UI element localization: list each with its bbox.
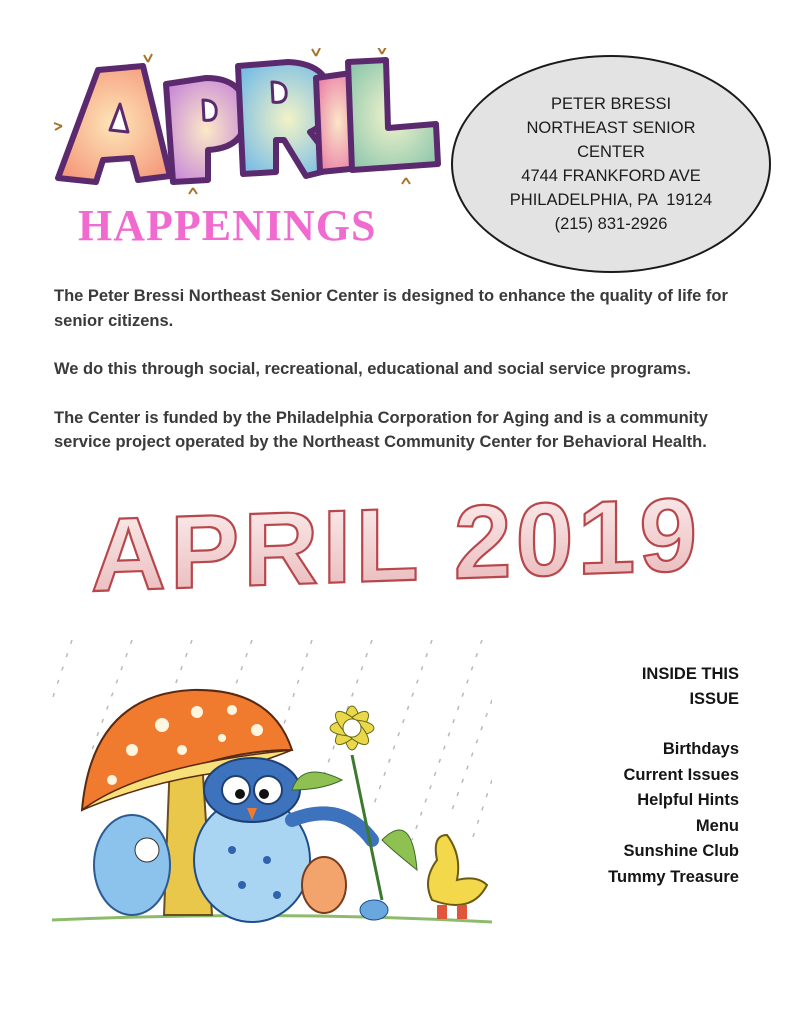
- april-logo: [48, 48, 443, 198]
- rain-animals-illustration: [52, 640, 492, 940]
- intro-paragraph-programs: We do this through social, recreational, educational and social service programs.: [54, 360, 691, 378]
- april-2019-text: APRIL 2019: [90, 482, 702, 612]
- toc-item-current-issues: Current Issues: [623, 765, 739, 784]
- illustration-art: [52, 640, 492, 940]
- intro-paragraph-funding: The Center is funded by the Philadelphia Corporation for Aging and is a community service project operated by the Northeast Community Center for Behavioral Health.: [54, 408, 708, 451]
- address-oval: [451, 55, 771, 273]
- address-line-name: PETER BRESSI: [550, 95, 672, 113]
- address-line-city: PHILADELPHIA, PA 19124: [509, 191, 713, 209]
- april-logo-art: [48, 48, 443, 198]
- intro-text: [54, 284, 754, 479]
- april-2019-wordart: [66, 482, 726, 612]
- toc-list: [519, 737, 739, 890]
- address-line-name3: CENTER: [577, 143, 645, 161]
- toc-title-line1: INSIDE THIS: [641, 665, 739, 683]
- happenings-heading: HAPPENINGS: [78, 201, 377, 250]
- address-line-name2: NORTHEAST SENIOR: [526, 119, 696, 137]
- toc-item-birthdays: Birthdays: [662, 740, 739, 758]
- intro-paragraph-mission: The Peter Bressi Northeast Senior Center is designed to enhance the quality of life for senior citizens.: [54, 287, 728, 330]
- address-line-phone: (215) 831-2926: [554, 215, 668, 233]
- toc-item-menu: Menu: [695, 816, 739, 835]
- april-2019-banner: [66, 482, 726, 612]
- address-line-street: 4744 FRANKFORD AVE: [521, 167, 701, 185]
- toc-item-tummy-treasure: Tummy Treasure: [608, 867, 739, 886]
- toc-item-sunshine-club: Sunshine Club: [623, 842, 739, 860]
- toc-title-line2: ISSUE: [689, 690, 739, 708]
- toc-item-helpful-hints: Helpful Hints: [637, 791, 739, 809]
- inside-this-issue: [519, 662, 739, 890]
